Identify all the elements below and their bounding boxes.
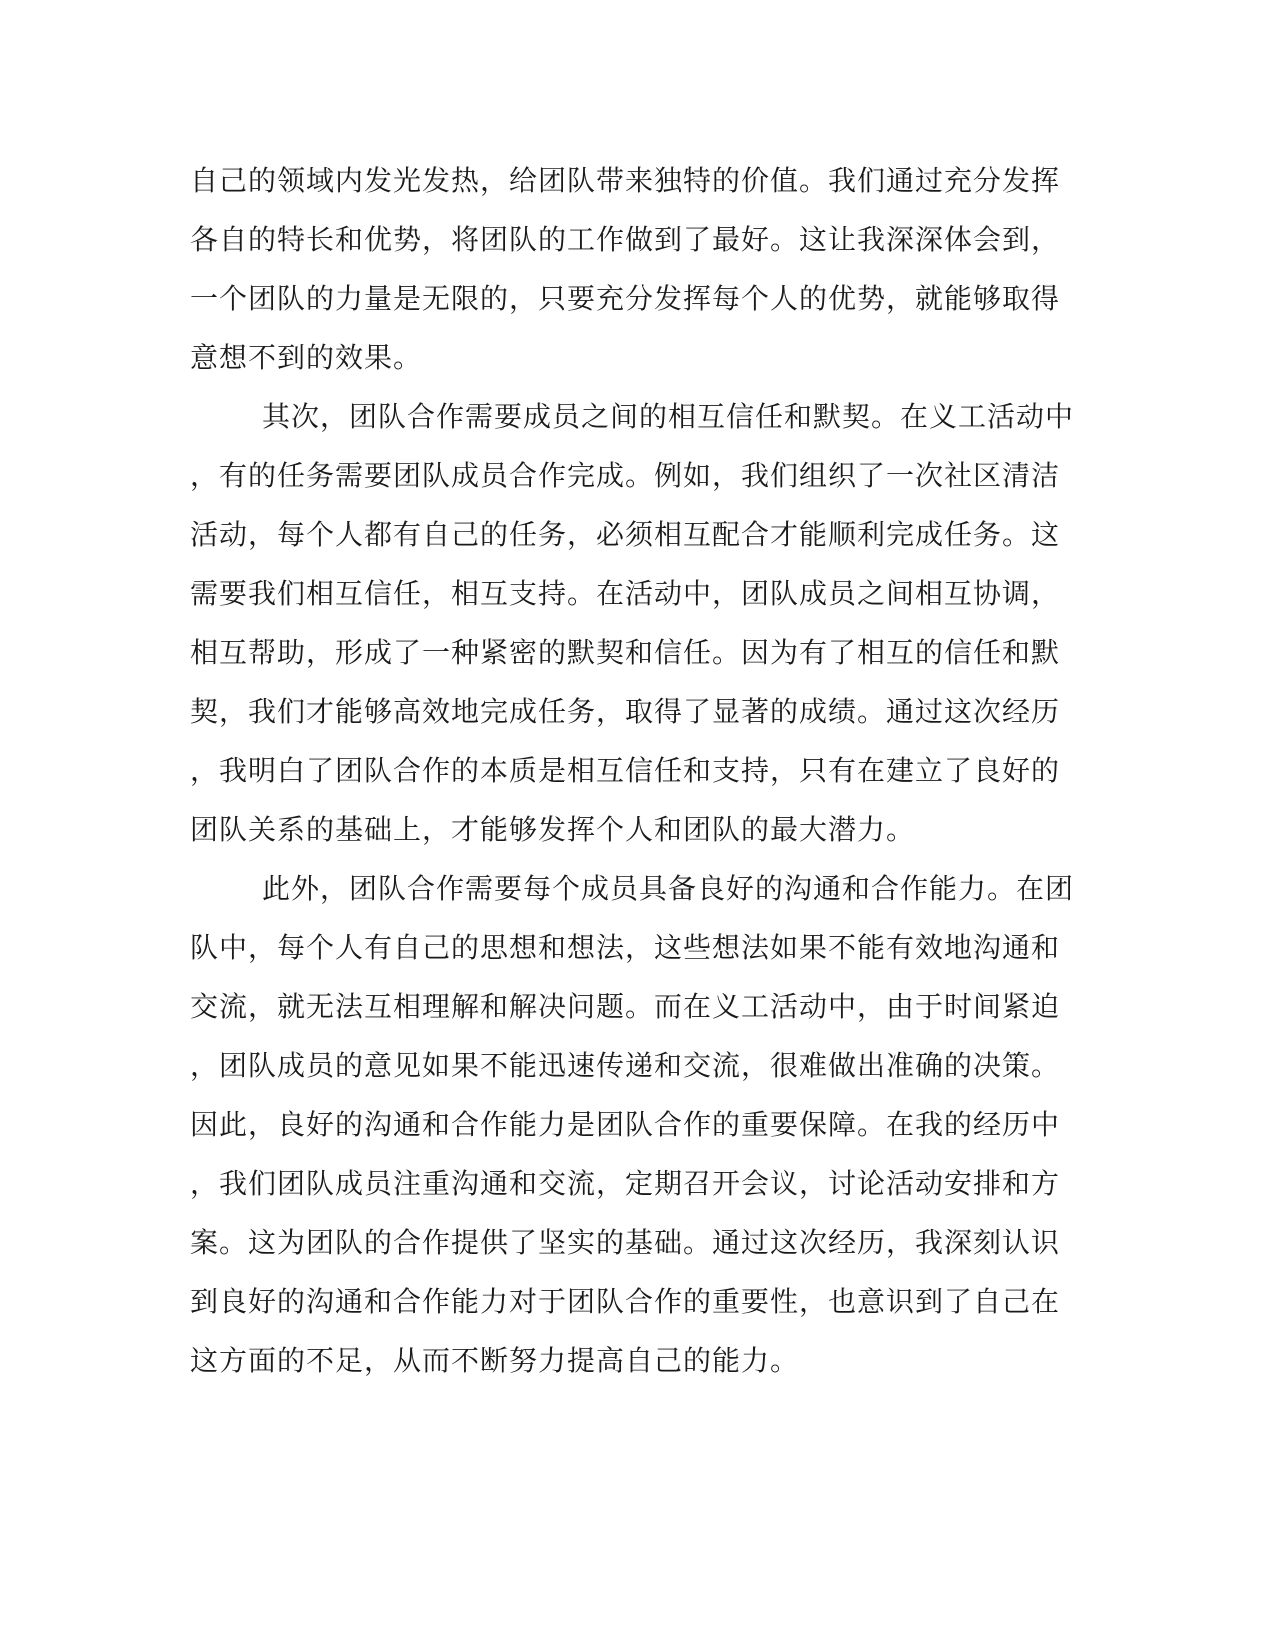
paragraph-2-line-3: 活动，每个人都有自己的任务，必须相互配合才能顺利完成任务。这 — [190, 518, 1061, 551]
paragraph-2-line-5: 相互帮助，形成了一种紧密的默契和信任。因为有了相互的信任和默 — [190, 636, 1061, 669]
paragraph-2-line-2: ，有的任务需要团队成员合作完成。例如，我们组织了一次社区清洁 — [190, 459, 1061, 492]
paragraph-1-line-2: 各自的特长和优势，将团队的工作做到了最好。这让我深深体会到， — [190, 223, 1061, 256]
paragraph-3-line-5: 因此，良好的沟通和合作能力是团队合作的重要保障。在我的经历中 — [190, 1108, 1061, 1141]
paragraph-2-line-6: 契，我们才能够高效地完成任务，取得了显著的成绩。通过这次经历 — [190, 695, 1061, 728]
paragraph-2-line-8: 团队关系的基础上，才能够发挥个人和团队的最大潜力。 — [190, 813, 916, 846]
paragraph-3-line-3: 交流，就无法互相理解和解决问题。而在义工活动中，由于时间紧迫 — [190, 990, 1061, 1023]
paragraph-3-line-6: ，我们团队成员注重沟通和交流，定期召开会议，讨论活动安排和方 — [190, 1167, 1061, 1200]
paragraph-3-line-7: 案。这为团队的合作提供了坚实的基础。通过这次经历，我深刻认识 — [190, 1226, 1061, 1259]
paragraph-2-line-4: 需要我们相互信任，相互支持。在活动中，团队成员之间相互协调， — [190, 577, 1061, 610]
paragraph-3-line-2: 队中，每个人有自己的思想和想法，这些想法如果不能有效地沟通和 — [190, 931, 1061, 964]
paragraph-1-line-3: 一个团队的力量是无限的，只要充分发挥每个人的优势，就能够取得 — [190, 282, 1061, 315]
paragraph-3-line-8: 到良好的沟通和合作能力对于团队合作的重要性，也意识到了自己在 — [190, 1285, 1061, 1318]
paragraph-3-line-9: 这方面的不足，从而不断努力提高自己的能力。 — [190, 1344, 800, 1377]
paragraph-1-line-1: 自己的领域内发光发热，给团队带来独特的价值。我们通过充分发挥 — [190, 164, 1061, 197]
paragraph-2-line-1: 其次，团队合作需要成员之间的相互信任和默契。在义工活动中 — [262, 400, 1075, 433]
paragraph-3-line-4: ，团队成员的意见如果不能迅速传递和交流，很难做出准确的决策。 — [190, 1049, 1061, 1082]
paragraph-3-line-1: 此外，团队合作需要每个成员具备良好的沟通和合作能力。在团 — [262, 872, 1075, 905]
paragraph-1-line-4: 意想不到的效果。 — [190, 341, 423, 374]
paragraph-2-line-7: ，我明白了团队合作的本质是相互信任和支持，只有在建立了良好的 — [190, 754, 1061, 787]
